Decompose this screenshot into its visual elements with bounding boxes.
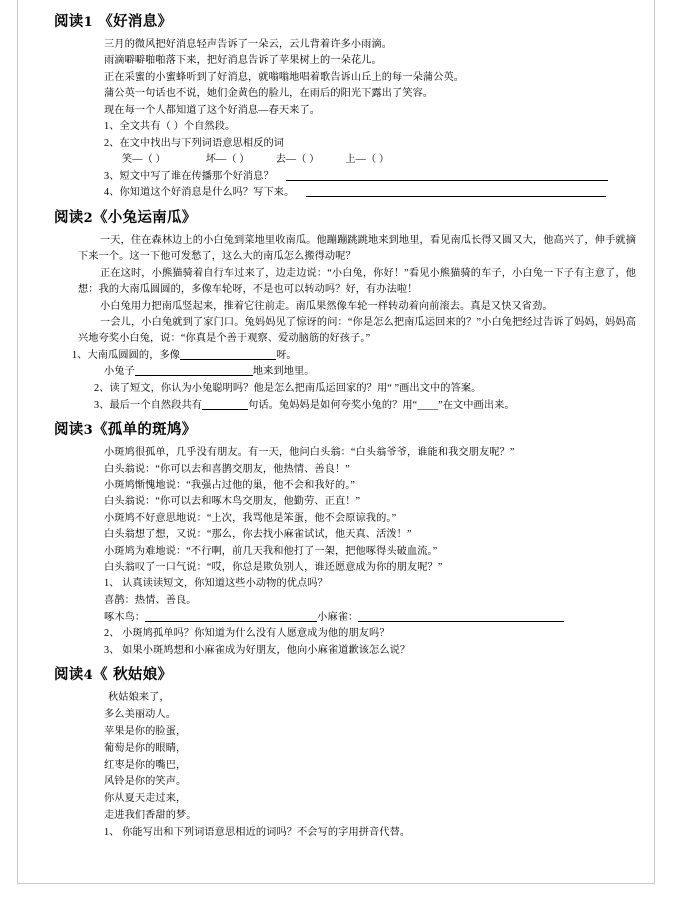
section-title-number: 3 (83, 423, 93, 439)
passage-paragraph: 一天，住在森林边上的小白兔到菜地里收南瓜。他蹦蹦跳跳地来到地里，看见南瓜长得又圆又大，他高兴了，伸手就摘下来一个。这一下他可发愁了，这么大的南瓜怎么搬得动呢？ (78, 235, 636, 263)
passage-line: 小斑鸠不好意思地说：“上次，我骂他是笨蛋，他不会原谅我的。” (104, 512, 397, 524)
passage-line: 雨滴噼噼啪啪落下来，把好消息告诉了苹果树上的一朵花儿。 (104, 55, 382, 67)
question-item: 1、全文共有（ ）个自然段。 (104, 121, 236, 133)
question-item: 3、 如果小斑鸠想和小麻雀成为好朋友，他向小麻雀道歉该怎么说？ (104, 644, 411, 656)
passage-line: 现在每一个人都知道了这个好消息—春天来了。 (104, 104, 321, 116)
antonym-item[interactable]: 坏—（ ） (205, 154, 250, 166)
answer-blank[interactable] (135, 364, 253, 376)
question-text-tail: 地来到地里。 (252, 366, 315, 378)
poem-line: 风铃是你的笑声。 (104, 776, 187, 788)
passage-paragraph: 正在这时，小熊猫骑着自行车过来了，边走边说：“小白兔，你好！”看见小熊猫骑的车子，小白兔一下子有主意了，他想：我的大南瓜圆圆的，多像车轮呀，不是也可以转动吗？好，有办法啦！ (78, 267, 636, 296)
section-title-prefix: 阅读 (54, 13, 84, 30)
question-item: 2、读了短文，你认为小兔聪明吗？他是怎么把南瓜运回家的？用“ ”画出文中的答案。 (94, 383, 482, 395)
passage-line: 白头翁想了想，又说：“那么，你去找小麻雀试试，他天真、活泼！” (104, 529, 412, 541)
question-item: 1、 你能写出和下列词语意思相近的词吗？不会写的字用拼音代替。 (104, 826, 411, 838)
question-item: 2、在文中找出与下列词语意思相反的词 (104, 137, 285, 149)
poem-line: 多么美丽动人。 (104, 709, 177, 721)
poem-line: 苹果是你的脸蛋， (104, 726, 187, 738)
answer-blank[interactable] (306, 185, 606, 197)
question-text: 1、大南瓜圆圆的，多像 (72, 349, 181, 361)
questions-reading-2 (32, 348, 640, 414)
passage-line: 三月的微风把好消息轻声告诉了一朵云，云儿背着许多小雨滴。 (104, 39, 393, 50)
poem-line: 走进我们香甜的梦。 (104, 810, 197, 822)
question-answer-line (32, 610, 640, 627)
section-reading-2 (32, 208, 640, 414)
answer-blank[interactable] (286, 169, 608, 181)
poem-reading-4 (32, 690, 640, 824)
section-title-name: 《孤单的斑鸠》 (92, 421, 197, 439)
passage-line: 白头翁说：“你可以去和啄木鸟交朋友，他勤劳、正直！” (104, 496, 361, 508)
passage-line: 白头翁叹了一口气说：“哎，你总是欺负别人，谁还愿意成为你的朋友呢？” (104, 562, 443, 574)
section-title-number: 1 (83, 15, 93, 30)
section-title-reading-4 (54, 665, 640, 686)
question-item (32, 398, 640, 415)
question-text: 小兔子 (104, 366, 135, 378)
questions-reading-4 (32, 825, 640, 842)
section-title-prefix: 阅读 (54, 421, 84, 439)
question-item (32, 348, 640, 365)
passage-line: 小斑鸠为难地说：“不行啊，前几天我和他打了一架，把他啄得头破血流。” (104, 545, 438, 557)
answer-blank[interactable] (180, 348, 276, 360)
question-item: 2、 小斑鸠孤单吗？你知道为什么没有人愿意成为他的朋友吗？ (104, 628, 390, 640)
section-reading-3 (32, 420, 640, 659)
poem-line: 葡萄是你的眼睛， (104, 742, 187, 754)
question-item (32, 169, 640, 186)
poem-line: 秋姑娘来了， (108, 692, 170, 704)
question-item (32, 364, 640, 381)
passage-paragraph: 小白兔用力把南瓜竖起来，推着它往前走。南瓜果然像车轮一样转动着向前滚去。真是又快又省劲。 (100, 300, 553, 312)
questions-reading-1 (32, 119, 640, 202)
answer-blank[interactable] (358, 610, 564, 622)
section-title-reading-3 (54, 420, 640, 441)
answer-label: 啄木鸟： (104, 611, 146, 623)
section-title-number: 2 (83, 211, 93, 226)
passage-line: 白头翁说：“你可以去和喜鹊交朋友，他热情、善良！” (104, 463, 350, 475)
poem-line: 你从夏天走过来， (104, 793, 187, 805)
worksheet-page (17, 0, 655, 884)
passage-line: 小斑鸠惭愧地说：“我强占过他的巢，他不会和我好的。” (104, 480, 356, 492)
antonym-item[interactable]: 笑—（ ） (122, 154, 166, 166)
question-item: 1、 认真读读短文，你知道这些小动物的优点吗？ (104, 578, 328, 590)
passage-paragraph: 一会儿，小白兔就到了家门口。兔妈妈见了惊讶的问：“你是怎么把南瓜运回来的？”小白兔把经过告诉了妈妈，妈妈高兴地夸奖小白兔，说：“你真是个善于观察、爱动脑筋的好孩子。” (78, 317, 636, 345)
passage-line: 正在采蜜的小蜜蜂听到了好消息，就嗡嗡地唱着歌告诉山丘上的每一朵蒲公英。 (104, 71, 465, 83)
question-answer-line: 喜鹊：热情、善良。 (104, 595, 197, 607)
section-title-number: 4 (83, 668, 93, 684)
question-antonym-row (32, 152, 640, 169)
poem-line: 红枣是你的嘴巴， (104, 759, 187, 771)
question-text: 3、短文中写了谁在传播那个好消息？ (104, 170, 274, 182)
section-title-name: 《好消息》 (98, 13, 173, 30)
answer-blank[interactable] (145, 610, 317, 622)
question-item (32, 185, 640, 202)
question-text-tail: 句话。兔妈妈是如何夸奖小兔的？用“____”在文中画出来。 (248, 399, 515, 411)
antonym-item[interactable]: 上—（ ） (345, 154, 390, 166)
section-title-name: 《小兔运南瓜》 (92, 209, 197, 226)
answer-blank[interactable] (202, 398, 248, 410)
passage-reading-1 (32, 37, 640, 119)
section-title-prefix: 阅读 (54, 666, 84, 684)
antonym-item[interactable]: 去—（ ） (275, 154, 320, 166)
passage-line: 蒲公英一句话也不说，她们金黄色的脸儿，在雨后的阳光下露出了笑容。 (104, 88, 434, 100)
question-text: 4、你知道这个好消息是什么吗？写下来。 (104, 187, 295, 199)
passage-reading-3 (32, 445, 640, 576)
section-title-prefix: 阅读 (54, 209, 84, 226)
section-title-reading-2 (54, 208, 640, 229)
question-text-tail: 呀。 (276, 349, 297, 361)
section-reading-4 (32, 665, 640, 841)
questions-reading-3 (32, 576, 640, 659)
passage-line: 小斑鸠很孤单，几乎没有朋友。有一天，他问白头翁：“白头翁爷爷，谁能和我交朋友呢？” (104, 447, 515, 459)
answer-label: 小麻雀： (317, 611, 359, 623)
question-text: 3、最后一个自然段共有 (94, 399, 203, 411)
passage-reading-2 (32, 233, 640, 348)
section-reading-1 (32, 12, 640, 202)
section-title-name: 《 秋姑娘》 (92, 666, 173, 684)
section-title-reading-1 (54, 12, 640, 33)
